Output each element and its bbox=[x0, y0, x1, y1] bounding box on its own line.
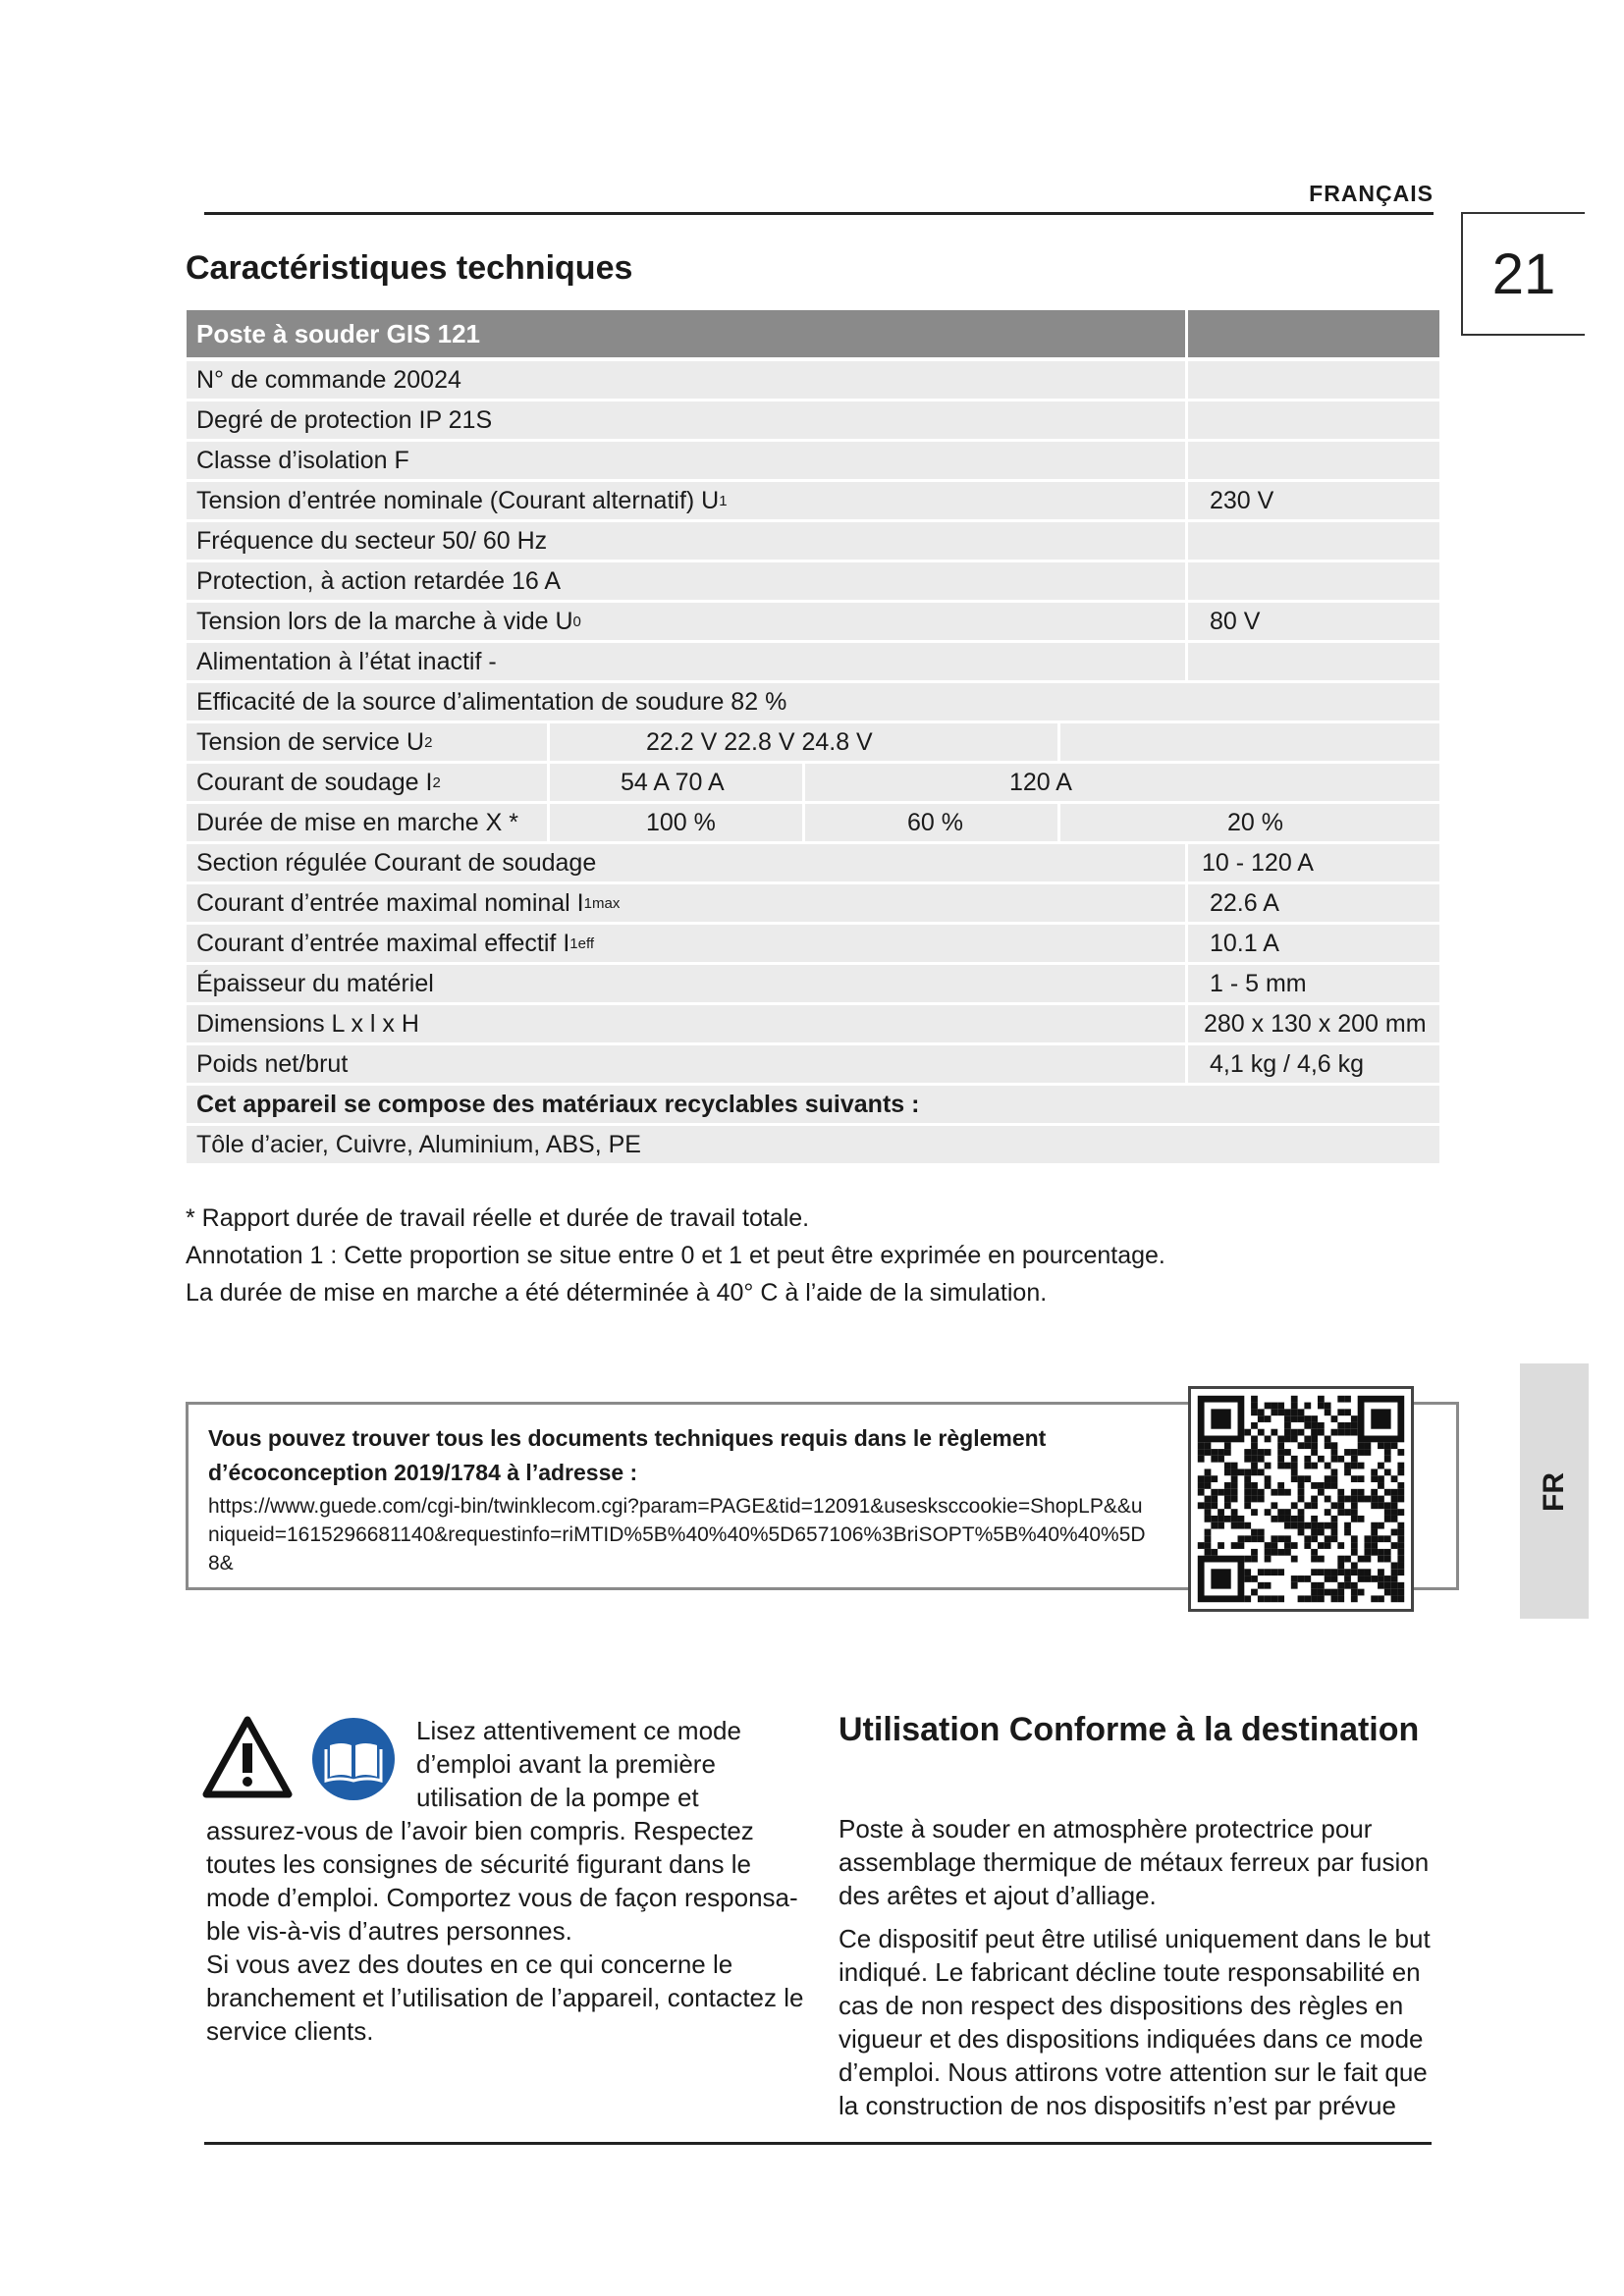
spec-value: 10 - 120 A bbox=[1202, 848, 1314, 877]
table-row bbox=[187, 925, 1439, 962]
spec-value: 120 A bbox=[1009, 768, 1072, 796]
spec-value bbox=[1060, 723, 1439, 761]
spec-label-text: Tension lors de la marche à vide U bbox=[196, 607, 573, 635]
language-label: FRANÇAIS bbox=[1309, 181, 1434, 206]
spec-value: 22.2 V 22.8 V 24.8 V bbox=[550, 723, 1060, 761]
spec-value: 4,1 kg / 4,6 kg bbox=[1210, 1049, 1365, 1078]
table-row bbox=[187, 965, 1439, 1002]
table-row bbox=[187, 1045, 1439, 1083]
footnote: * Rapport durée de travail réelle et durée de travail totale. bbox=[186, 1204, 810, 1232]
spec-table bbox=[187, 310, 1439, 1166]
spec-label: Durée de mise en marche X * bbox=[187, 804, 550, 841]
safety-text: assurez-vous de l’avoir bien compris. Respectez toutes les consignes de sécurité figurant dans le mode d’emploi. Comportez vous de façon responsa-ble vis-à-vis d’autres personnes. bbox=[206, 1816, 798, 1946]
spec-header-label: Poste à souder GIS 121 bbox=[187, 310, 1188, 357]
footnotes bbox=[186, 1200, 1165, 1311]
spec-label-sub: 1max bbox=[583, 894, 621, 912]
spec-table-header bbox=[187, 310, 1439, 357]
language-side-tab-label: FR bbox=[1538, 1472, 1570, 1512]
usage-title: Utilisation Conforme à la destination bbox=[839, 1711, 1420, 1748]
spec-label-sub: 0 bbox=[572, 613, 581, 630]
spec-label-text: Courant de soudage I bbox=[196, 768, 433, 796]
table-row bbox=[187, 643, 1439, 680]
spec-label: N° de commande 20024 bbox=[187, 361, 1188, 399]
spec-value bbox=[1188, 562, 1439, 600]
spec-label-text: Courant d’entrée maximal nominal I bbox=[196, 888, 584, 917]
spec-value: 80 V bbox=[1210, 607, 1261, 635]
spec-label bbox=[187, 925, 1188, 962]
spec-label bbox=[187, 603, 1188, 640]
table-row bbox=[187, 603, 1439, 640]
spec-label-sub: 1eff bbox=[569, 934, 595, 952]
spec-label: Tôle d’acier, Cuivre, Aluminium, ABS, PE bbox=[196, 1130, 641, 1158]
spec-label-sub: 2 bbox=[424, 733, 433, 751]
table-row bbox=[187, 442, 1439, 479]
spec-label: Section régulée Courant de soudage bbox=[187, 844, 1188, 881]
spec-label: Fréquence du secteur 50/ 60 Hz bbox=[187, 522, 1188, 560]
spec-value bbox=[1188, 643, 1439, 680]
spec-value: 22.6 A bbox=[1210, 888, 1279, 917]
bottom-divider bbox=[204, 2142, 1432, 2145]
spec-label bbox=[187, 723, 550, 761]
table-row bbox=[187, 1005, 1439, 1042]
footnote: Annotation 1 : Cette proportion se situe entre 0 et 1 et peut être exprimée en pourcentage. bbox=[186, 1242, 1165, 1269]
spec-label bbox=[187, 884, 1188, 922]
spec-label-sub: 1 bbox=[719, 492, 728, 509]
spec-label: Dimensions L x l x H bbox=[187, 1005, 1188, 1042]
spec-value: 100 % bbox=[550, 804, 805, 841]
spec-label: Efficacité de la source d’alimentation de soudure 82 % bbox=[196, 687, 787, 716]
table-row bbox=[187, 482, 1439, 519]
spec-value bbox=[1188, 522, 1439, 560]
table-row bbox=[187, 522, 1439, 560]
spec-value: 230 V bbox=[1210, 486, 1274, 514]
info-box-url[interactable]: https://www.guede.com/cgi-bin/twinklecom.cgi?param=PAGE&tid=12091&usesksccookie=ShopLP&&uniqueid=1615296681140&requestinfo=riMTID%5B%40%40%5D657106%3BriSOPT%5B%40%40%5D8& bbox=[208, 1495, 1146, 1575]
page-number: 21 bbox=[1461, 212, 1585, 336]
table-row bbox=[187, 361, 1439, 399]
table-row bbox=[187, 562, 1439, 600]
spec-label: Classe d’isolation F bbox=[187, 442, 1188, 479]
table-row bbox=[187, 1086, 1439, 1123]
spec-label-sub: 2 bbox=[432, 774, 441, 791]
table-row bbox=[187, 764, 1439, 801]
safety-text-2: Si vous avez des doutes en ce qui concerne le branchement et l’utilisation de l’appareil, contactez le service clients. bbox=[206, 1949, 804, 2046]
spec-label-text: Tension d’entrée nominale (Courant alternatif) U bbox=[196, 486, 720, 514]
spec-label-text: Courant d’entrée maximal effectif I bbox=[196, 929, 570, 957]
spec-value: 280 x 130 x 200 mm bbox=[1204, 1009, 1427, 1038]
safety-intro: Lisez attentivement ce mode d’emploi avant la première utilisation de la pompe et bbox=[416, 1716, 741, 1812]
spec-value: 60 % bbox=[805, 804, 1060, 841]
spec-value: 54 A 70 A bbox=[550, 764, 805, 801]
spec-label bbox=[187, 764, 550, 801]
spec-label: Degré de protection IP 21S bbox=[187, 401, 1188, 439]
spec-value: 10.1 A bbox=[1210, 929, 1279, 957]
spec-value bbox=[1188, 361, 1439, 399]
spec-value bbox=[1188, 401, 1439, 439]
spec-label: Alimentation à l’état inactif - bbox=[187, 643, 1188, 680]
spec-label: Protection, à action retardée 16 A bbox=[187, 562, 1188, 600]
spec-value: 1 - 5 mm bbox=[1210, 969, 1307, 997]
spec-value: 20 % bbox=[1227, 808, 1283, 836]
spec-label: Épaisseur du matériel bbox=[187, 965, 1188, 1002]
spec-label bbox=[187, 482, 1188, 519]
table-row bbox=[187, 804, 1439, 841]
table-row bbox=[187, 723, 1439, 761]
qr-code-icon bbox=[1188, 1386, 1414, 1612]
safety-notice bbox=[206, 1714, 805, 2048]
spec-label: Cet appareil se compose des matériaux recyclables suivants : bbox=[196, 1090, 920, 1118]
table-row bbox=[187, 401, 1439, 439]
table-row bbox=[187, 683, 1439, 721]
section-title: Caractéristiques techniques bbox=[186, 249, 633, 287]
footnote: La durée de mise en marche a été déterminée à 40° C à l’aide de la simulation. bbox=[186, 1279, 1048, 1307]
info-box-title: Vous pouvez trouver tous les documents techniques requis dans le règlement d’écoconception 2019/1784 à l’adresse : bbox=[208, 1425, 1047, 1485]
usage-text bbox=[839, 1812, 1437, 2132]
top-divider bbox=[204, 212, 1434, 215]
usage-paragraph: Ce dispositif peut être utilisé uniquement dans le but indiqué. Le fabricant décline toute responsabilité en cas de non respect des dispositions des règles en vigueur et des dispositions indiquées dans ce mode d’emploi. Nous attirons votre attention sur le fait que la construction de nos dispositifs n’est par prévue bbox=[839, 1924, 1431, 2120]
spec-value bbox=[1188, 442, 1439, 479]
spec-label-text: Tension de service U bbox=[196, 727, 425, 756]
usage-paragraph: Poste à souder en atmosphère protectrice pour assemblage thermique de métaux ferreux par fusion des arêtes et ajout d’alliage. bbox=[839, 1814, 1430, 1910]
table-row bbox=[187, 1126, 1439, 1163]
table-row bbox=[187, 884, 1439, 922]
table-row bbox=[187, 844, 1439, 881]
spec-label: Poids net/brut bbox=[187, 1045, 1188, 1083]
